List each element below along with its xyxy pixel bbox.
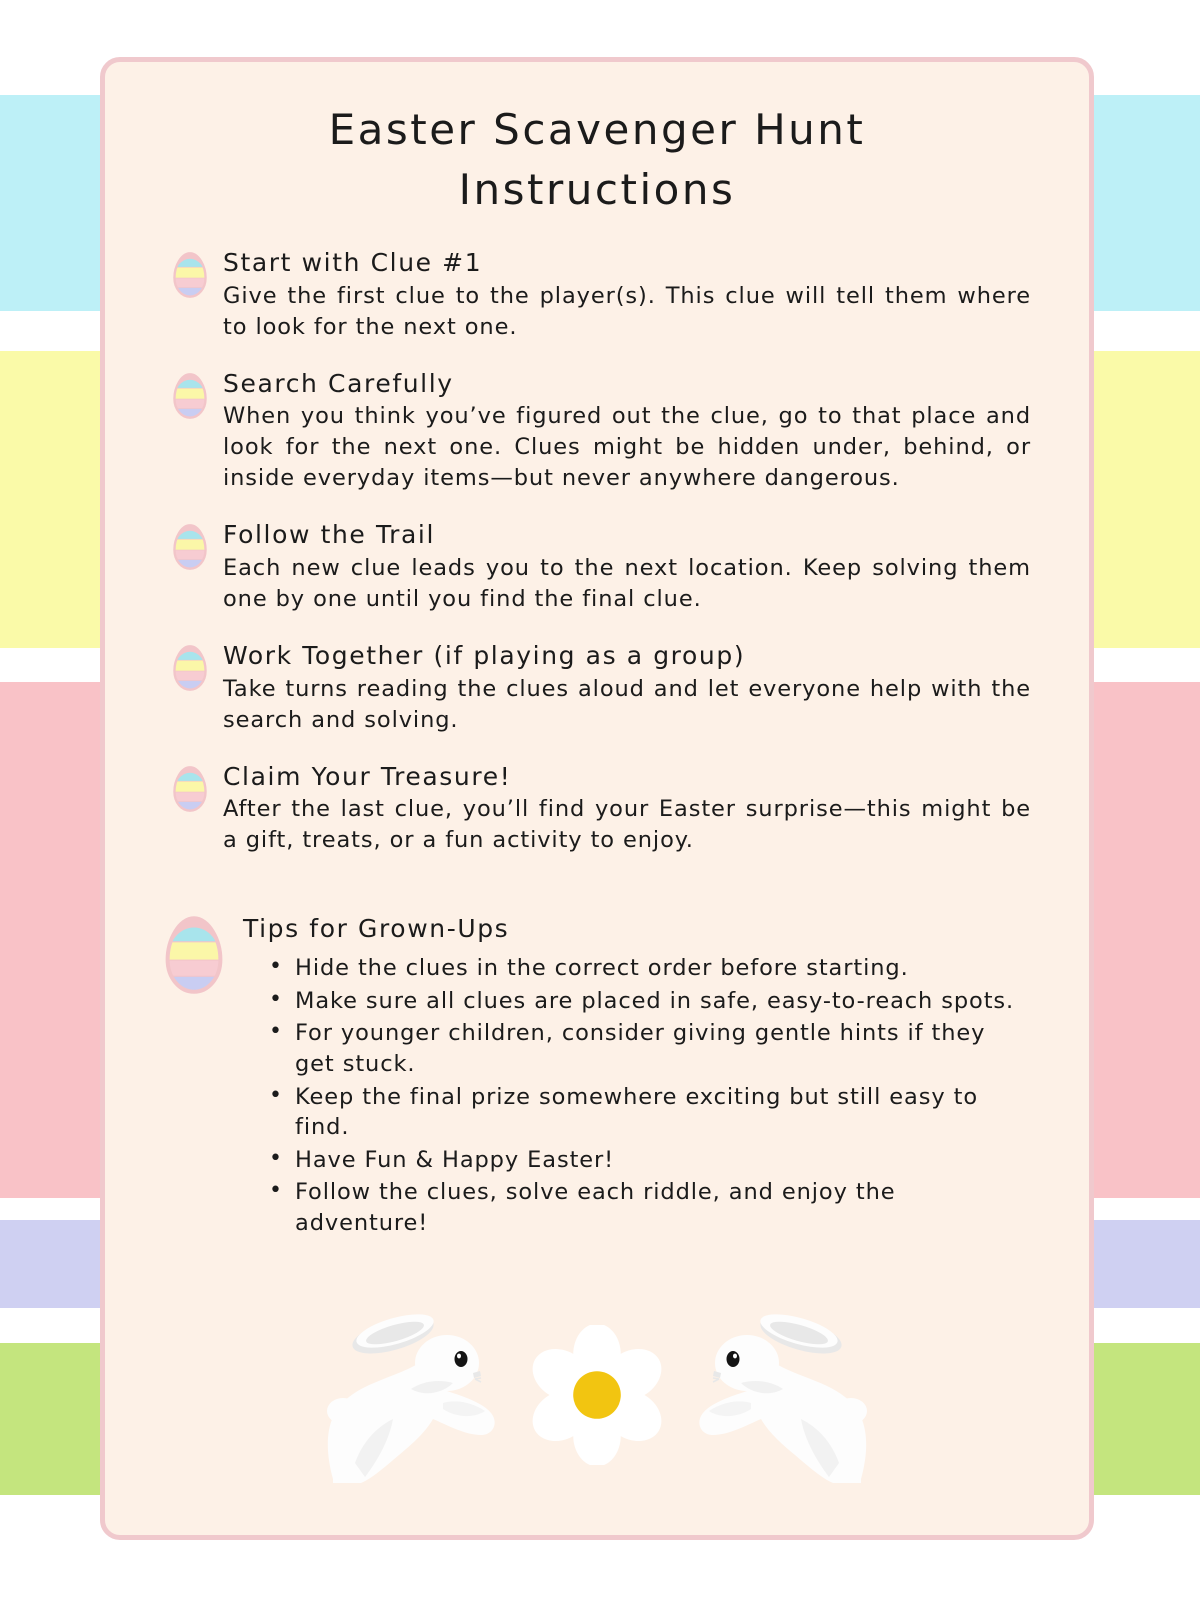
title-line-1: Easter Scavenger Hunt	[328, 105, 866, 154]
section-heading: Start with Clue #1	[223, 248, 483, 278]
easter-egg-icon	[173, 373, 207, 419]
easter-egg-icon	[173, 252, 207, 298]
section-heading: Search Carefully	[223, 368, 454, 398]
bunny-icon-left	[315, 1293, 515, 1483]
tips-list-item: • Keep the final prize somewhere exciting but still easy to find.	[295, 1082, 1031, 1143]
daisy-flower-icon	[527, 1325, 667, 1465]
instruction-sections	[105, 248, 1089, 856]
section-heading: Claim Your Treasure!	[223, 761, 512, 791]
tips-list-item: • Follow the clues, solve each riddle, and enjoy the adventure!	[295, 1177, 1031, 1238]
tips-list-item: • Make sure all clues are placed in safe, easy-to-reach spots.	[295, 986, 1031, 1017]
instruction-section	[165, 520, 1031, 615]
bunny-icon-right	[679, 1293, 879, 1483]
tips-list-item: • Hide the clues in the correct order before starting.	[295, 953, 1031, 984]
easter-egg-icon	[173, 645, 207, 691]
easter-egg-icon	[173, 524, 207, 570]
section-body: Give the first clue to the player(s). This clue will tell them where to look for the next one.	[223, 282, 1031, 340]
tips-list-item: • Have Fun & Happy Easter!	[295, 1145, 1031, 1176]
tips-heading: Tips for Grown-Ups	[243, 914, 510, 944]
title-line-2: Instructions	[458, 165, 736, 215]
tips-for-grown-ups-section	[165, 914, 1089, 1238]
instruction-section	[165, 641, 1031, 736]
instruction-section	[165, 369, 1031, 495]
section-body: Take turns reading the clues aloud and let everyone help with the search and solving.	[223, 675, 1031, 733]
section-heading: Follow the Trail	[223, 520, 436, 550]
section-body: Each new clue leads you to the next location. Keep solving them one by one until you find the final clue.	[223, 554, 1031, 612]
section-body: After the last clue, you’ll find your Easter surprise—this might be a gift, treats, or a fun activity to enjoy.	[223, 796, 1031, 854]
page-title	[105, 62, 1089, 215]
section-heading: Work Together (if playing as a group)	[223, 641, 746, 671]
instruction-section	[165, 762, 1031, 857]
easter-egg-icon	[165, 916, 223, 994]
instructions-card	[100, 57, 1094, 1540]
easter-egg-icon	[173, 766, 207, 812]
footer-decoration	[105, 1273, 1089, 1483]
tips-list	[243, 953, 1031, 1238]
section-body: When you think you’ve figured out the clue, go to that place and look for the next one. Clues might be hidden under, behind, or inside everyday items—but never anywhere dangerous.	[223, 403, 1031, 492]
instruction-section	[165, 248, 1031, 343]
tips-list-item: • For younger children, consider giving gentle hints if they get stuck.	[295, 1018, 1031, 1079]
